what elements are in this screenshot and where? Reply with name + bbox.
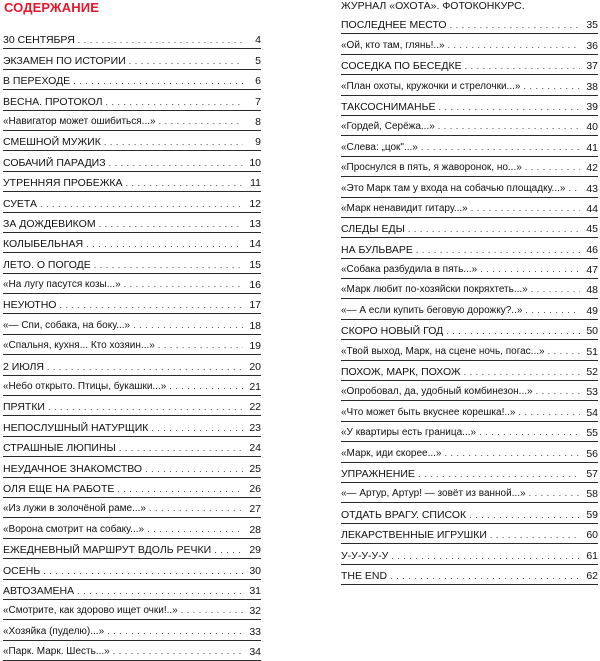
toc-entry[interactable]	[3, 151, 261, 171]
toc-entry-page: 33	[249, 625, 261, 638]
toc-entry-page: 5	[255, 54, 261, 67]
toc-entry-title: «Опробовал, да, удобный комбинезон...» . . .	[341, 385, 580, 398]
toc-entry[interactable]	[3, 90, 261, 110]
toc-entry-title: ВЕСНА. ПРОТОКОЛ . . .	[3, 96, 243, 108]
toc-entry-page: 36	[586, 39, 598, 52]
toc-entry[interactable]	[341, 299, 598, 319]
toc-entry-page: 61	[586, 549, 598, 562]
toc-entry-title: ОСЕНЬ . . .	[3, 565, 243, 577]
toc-entry[interactable]	[3, 580, 261, 600]
toc-entry-title: СОСЕДКА ПО БЕСЕДКЕ . . .	[341, 60, 580, 72]
toc-entry-title: «Марк любит по-хозяйски покряхтеть...» . . .	[341, 283, 580, 296]
toc-entry-title: АВТОЗАМЕНА . . .	[3, 585, 243, 597]
toc-entry[interactable]	[3, 416, 261, 436]
toc-entry-title: «Твой выход, Марк, на сцене ночь, погас...» . . .	[341, 345, 580, 358]
toc-entry-page: 22	[249, 401, 261, 414]
toc-entry[interactable]	[3, 355, 261, 375]
toc-entry[interactable]	[3, 600, 261, 620]
toc-entry-page: 53	[586, 386, 598, 399]
toc-entry-page: 14	[249, 238, 261, 251]
toc-entry[interactable]	[341, 401, 598, 421]
toc-entry-page: 31	[249, 584, 261, 597]
toc-entry[interactable]	[3, 559, 261, 579]
toc-entry[interactable]	[3, 396, 261, 416]
toc-entry-page: 38	[586, 80, 598, 93]
toc-entry-page: 44	[586, 202, 598, 215]
toc-entry[interactable]	[341, 177, 598, 197]
toc-entry-page: 39	[586, 100, 598, 113]
toc-entry-title: У-У-У-У-У . . .	[341, 550, 580, 562]
toc-entry-page: 49	[586, 304, 598, 317]
toc-entry-page: 62	[586, 569, 598, 582]
toc-entry-page: 26	[249, 482, 261, 495]
toc-entry[interactable]	[341, 320, 598, 340]
toc-entry-page: 25	[249, 462, 261, 475]
toc-entry-page: 20	[249, 360, 261, 373]
toc-entry-title: THE END . . .	[341, 570, 580, 582]
toc-entry-title: 30 СЕНТЯБРЯ . . .	[3, 34, 243, 46]
toc-entry[interactable]	[341, 279, 598, 299]
toc-entry-title: «Марк ненавидит гитару...» . . .	[341, 202, 580, 215]
toc-entry[interactable]	[341, 157, 598, 177]
toc-entry-title: СКОРО НОВЫЙ ГОД . . .	[341, 325, 580, 337]
toc-entry[interactable]	[341, 0, 598, 14]
toc-entry-page: 24	[249, 442, 261, 455]
toc-entry[interactable]	[341, 361, 598, 381]
toc-entry-page: 32	[249, 605, 261, 618]
toc-entry-page: 54	[586, 406, 598, 419]
toc-entry[interactable]	[3, 518, 261, 538]
page-title: СОДЕРЖАНИЕ	[4, 0, 99, 15]
toc-entry-page: 55	[586, 427, 598, 440]
toc-entry-title: «Слева: „цок"...» . . .	[341, 141, 580, 154]
toc-entry-page: 43	[586, 182, 598, 195]
toc-entry[interactable]	[341, 544, 598, 564]
toc-entry-page: 40	[586, 121, 598, 134]
toc-entry-page: 17	[249, 299, 261, 312]
toc-entry-page: 51	[586, 345, 598, 358]
toc-entry[interactable]	[3, 29, 261, 49]
toc-entry-title: «Что может быть вкуснее корешка!..» . . .	[341, 406, 580, 419]
toc-entry[interactable]	[341, 75, 598, 95]
toc-entry-title: В ПЕРЕХОДЕ . . .	[3, 75, 243, 87]
toc-entry[interactable]	[3, 274, 261, 294]
toc-entry-page: 29	[249, 544, 261, 557]
toc-entry[interactable]	[341, 381, 598, 401]
toc-entry[interactable]	[3, 376, 261, 396]
toc-entry-page: 18	[249, 319, 261, 332]
toc-entry[interactable]	[341, 96, 598, 116]
toc-entry-title: НА БУЛЬВАРЕ . . .	[341, 244, 580, 256]
toc-entry[interactable]	[3, 131, 261, 151]
toc-entry-title: «На лугу пасутся козы...» . . .	[3, 278, 243, 291]
toc-entry[interactable]	[3, 457, 261, 477]
toc-entry-title: ЭКЗАМЕН ПО ИСТОРИИ . . .	[3, 55, 243, 67]
toc-entry[interactable]	[341, 442, 598, 462]
toc-entry-title: «Гордей, Серёжа...» . . .	[341, 120, 580, 133]
toc-entry[interactable]	[341, 483, 598, 503]
toc-entry-page: 41	[586, 141, 598, 154]
toc-entry-page: 58	[586, 488, 598, 501]
toc-entry-title: «Из лужи в золочёной раме...» . . .	[3, 502, 243, 515]
toc-entry-title: СМЕШНОЙ МУЖИК . . .	[3, 136, 243, 148]
toc-entry-title: ПОХОЖ, МАРК, ПОХОЖ . . .	[341, 366, 580, 378]
toc-entry[interactable]	[3, 49, 261, 69]
toc-entry-title: НЕУДАЧНОЕ ЗНАКОМСТВО . . .	[3, 463, 243, 475]
toc-entry[interactable]	[341, 136, 598, 156]
toc-entry-page: 59	[586, 508, 598, 521]
toc-entry-page: 16	[249, 279, 261, 292]
toc-entry-page: 60	[586, 529, 598, 542]
toc-entry-title: НЕПОСЛУШНЫЙ НАТУРЩИК . . .	[3, 422, 243, 434]
toc-entry[interactable]	[3, 233, 261, 253]
toc-entry-title: «— А если купить беговую дорожку?..» . . .	[341, 304, 580, 317]
toc-entry[interactable]	[341, 116, 598, 136]
toc-entry[interactable]	[341, 524, 598, 544]
toc-entry-title: УТРЕННЯЯ ПРОБЕЖКА . . .	[3, 177, 243, 189]
toc-entry-title: «У квартиры есть граница...» . . .	[341, 426, 580, 439]
toc-entry-title: УПРАЖНЕНИЕ . . .	[341, 468, 580, 480]
toc-entry-title: СОБАЧИЙ ПАРАДИЗ . . .	[3, 157, 243, 169]
toc-entry-page: 9	[255, 136, 261, 149]
toc-entry[interactable]	[3, 192, 261, 212]
toc-entry[interactable]	[341, 218, 598, 238]
toc-entry-title: СТРАШНЫЕ ЛЮПИНЫ . . .	[3, 442, 243, 454]
toc-entry-title: «Ой, кто там, глянь!..» . . .	[341, 39, 580, 52]
toc-entry-page: 30	[249, 564, 261, 577]
toc-entry-page: 35	[586, 19, 598, 32]
toc-entry[interactable]	[3, 111, 261, 131]
toc-entry-title: СЛЕДЫ ЕДЫ . . .	[341, 223, 580, 235]
toc-entry[interactable]	[341, 565, 598, 585]
toc-entry-title: «Парк. Марк. Шесть...» . . .	[3, 645, 243, 658]
toc-entry-title: НЕУЮТНО . . .	[3, 299, 243, 311]
toc-entry[interactable]	[3, 314, 261, 334]
toc-entry-page: 13	[249, 217, 261, 230]
toc-entry-page: 34	[249, 646, 261, 659]
toc-entry[interactable]	[3, 213, 261, 233]
toc-entry-page: 37	[586, 60, 598, 73]
toc-entry[interactable]	[3, 620, 261, 640]
toc-entry-page: 12	[249, 197, 261, 210]
toc-entry-page: 21	[249, 381, 261, 394]
toc-entry-title: ЛЕТО. О ПОГОДЕ . . .	[3, 259, 243, 271]
toc-entry-page: 8	[255, 115, 261, 128]
toc-entry-page: 7	[255, 95, 261, 108]
toc-entry-page: 4	[255, 34, 261, 47]
toc-entry-page: 11	[250, 177, 261, 190]
toc-entry-title: ЗА ДОЖДЕВИКОМ . . .	[3, 218, 243, 230]
toc-entry-page: 56	[586, 447, 598, 460]
toc-entry-title: «— Артур, Артур! — зовёт из ванной...» . . .	[341, 487, 580, 500]
toc-entry[interactable]	[341, 55, 598, 75]
toc-column-left	[3, 29, 261, 661]
toc-entry-page: 19	[249, 340, 261, 353]
toc-entry-page: 46	[586, 243, 598, 256]
toc-entry-title: «Смотрите, как здорово ищет очки!..» . . .	[3, 604, 243, 617]
toc-entry-title: ЛЕКАРСТВЕННЫЕ ИГРУШКИ . . .	[341, 529, 580, 541]
toc-entry[interactable]	[341, 259, 598, 279]
toc-entry[interactable]	[341, 238, 598, 258]
toc-entry-title: ТАКСОСНИМАНЬЕ . . .	[341, 101, 580, 113]
toc-entry[interactable]	[341, 14, 598, 34]
toc-entry[interactable]	[3, 641, 261, 661]
toc-entry[interactable]	[341, 463, 598, 483]
toc-entry-title: «Навигатор может ошибиться...» . . .	[3, 115, 243, 128]
toc-entry-title: «Хозяйка (пуделю)...» . . .	[3, 625, 243, 638]
toc-entry-page: 42	[586, 162, 598, 175]
toc-entry-title: ПОСЛЕДНЕЕ МЕСТО . . .	[341, 19, 580, 31]
toc-entry-title: «Это Марк там у входа на собачью площадку...» . . .	[341, 182, 580, 195]
toc-entry-title: «Ворона смотрит на собаку...» . . .	[3, 523, 243, 536]
toc-entry-page: 57	[586, 467, 598, 480]
toc-entry-page: 27	[249, 503, 261, 516]
toc-entry[interactable]	[341, 34, 598, 54]
toc-entry-page: 6	[255, 75, 261, 88]
toc-entry-title: ЖУРНАЛ «ОХОТА». ФОТОКОНКУРС.	[341, 0, 525, 12]
toc-entry[interactable]	[3, 539, 261, 559]
toc-entry-page: 45	[586, 223, 598, 236]
toc-entry[interactable]	[3, 437, 261, 457]
toc-entry-page: 28	[249, 523, 261, 536]
toc-entry[interactable]	[341, 422, 598, 442]
toc-entry-title: ЕЖЕДНЕВНЫЙ МАРШРУТ ВДОЛЬ РЕЧКИ . . .	[3, 544, 243, 556]
toc-entry-page: 52	[586, 366, 598, 379]
toc-entry-title: СУЕТА . . .	[3, 198, 243, 210]
toc-entry[interactable]	[3, 70, 261, 90]
toc-entry-title: «Спальня, кухня... Кто хозяин...» . . .	[3, 339, 243, 352]
toc-entry-title: 2 ИЮЛЯ . . .	[3, 361, 243, 373]
toc-entry-title: «План охоты, кружочки и стрелочки...» . . .	[341, 80, 580, 93]
toc-entry-title: «Марк, иди скорее...» . . .	[341, 447, 580, 460]
toc-entry-page: 23	[249, 421, 261, 434]
toc-entry[interactable]	[341, 503, 598, 523]
toc-entry[interactable]	[3, 335, 261, 355]
toc-entry-page: 47	[586, 264, 598, 277]
toc-entry[interactable]	[341, 198, 598, 218]
toc-entry[interactable]	[3, 172, 261, 192]
toc-entry-page: 48	[586, 284, 598, 297]
toc-entry-title: «Собака разбудила в пять...» . . .	[341, 263, 580, 276]
toc-entry-page: 15	[249, 258, 261, 271]
toc-entry-page: 50	[586, 325, 598, 338]
toc-entry-title: «— Спи, собака, на боку...» . . .	[3, 319, 243, 332]
toc-column-right	[341, 0, 598, 585]
toc-entry[interactable]	[3, 478, 261, 498]
toc-entry[interactable]	[3, 253, 261, 273]
toc-entry-title: ОЛЯ ЕЩЕ НА РАБОТЕ . . .	[3, 483, 243, 495]
toc-entry-title: КОЛЫБЕЛЬНАЯ . . .	[3, 238, 243, 250]
toc-entry[interactable]	[3, 294, 261, 314]
toc-entry-title: ОТДАТЬ ВРАГУ. СПИСОК . . .	[341, 509, 580, 521]
toc-entry[interactable]	[3, 498, 261, 518]
toc-entry-title: «Небо открыто. Птицы, букашки...» . . .	[3, 380, 243, 393]
toc-entry-title: ПРЯТКИ . . .	[3, 401, 243, 413]
toc-entry-title: «Проснулся в пять, я жаворонок, но...» . . .	[341, 161, 580, 174]
toc-entry-page: 10	[249, 156, 261, 169]
toc-entry[interactable]	[341, 340, 598, 360]
